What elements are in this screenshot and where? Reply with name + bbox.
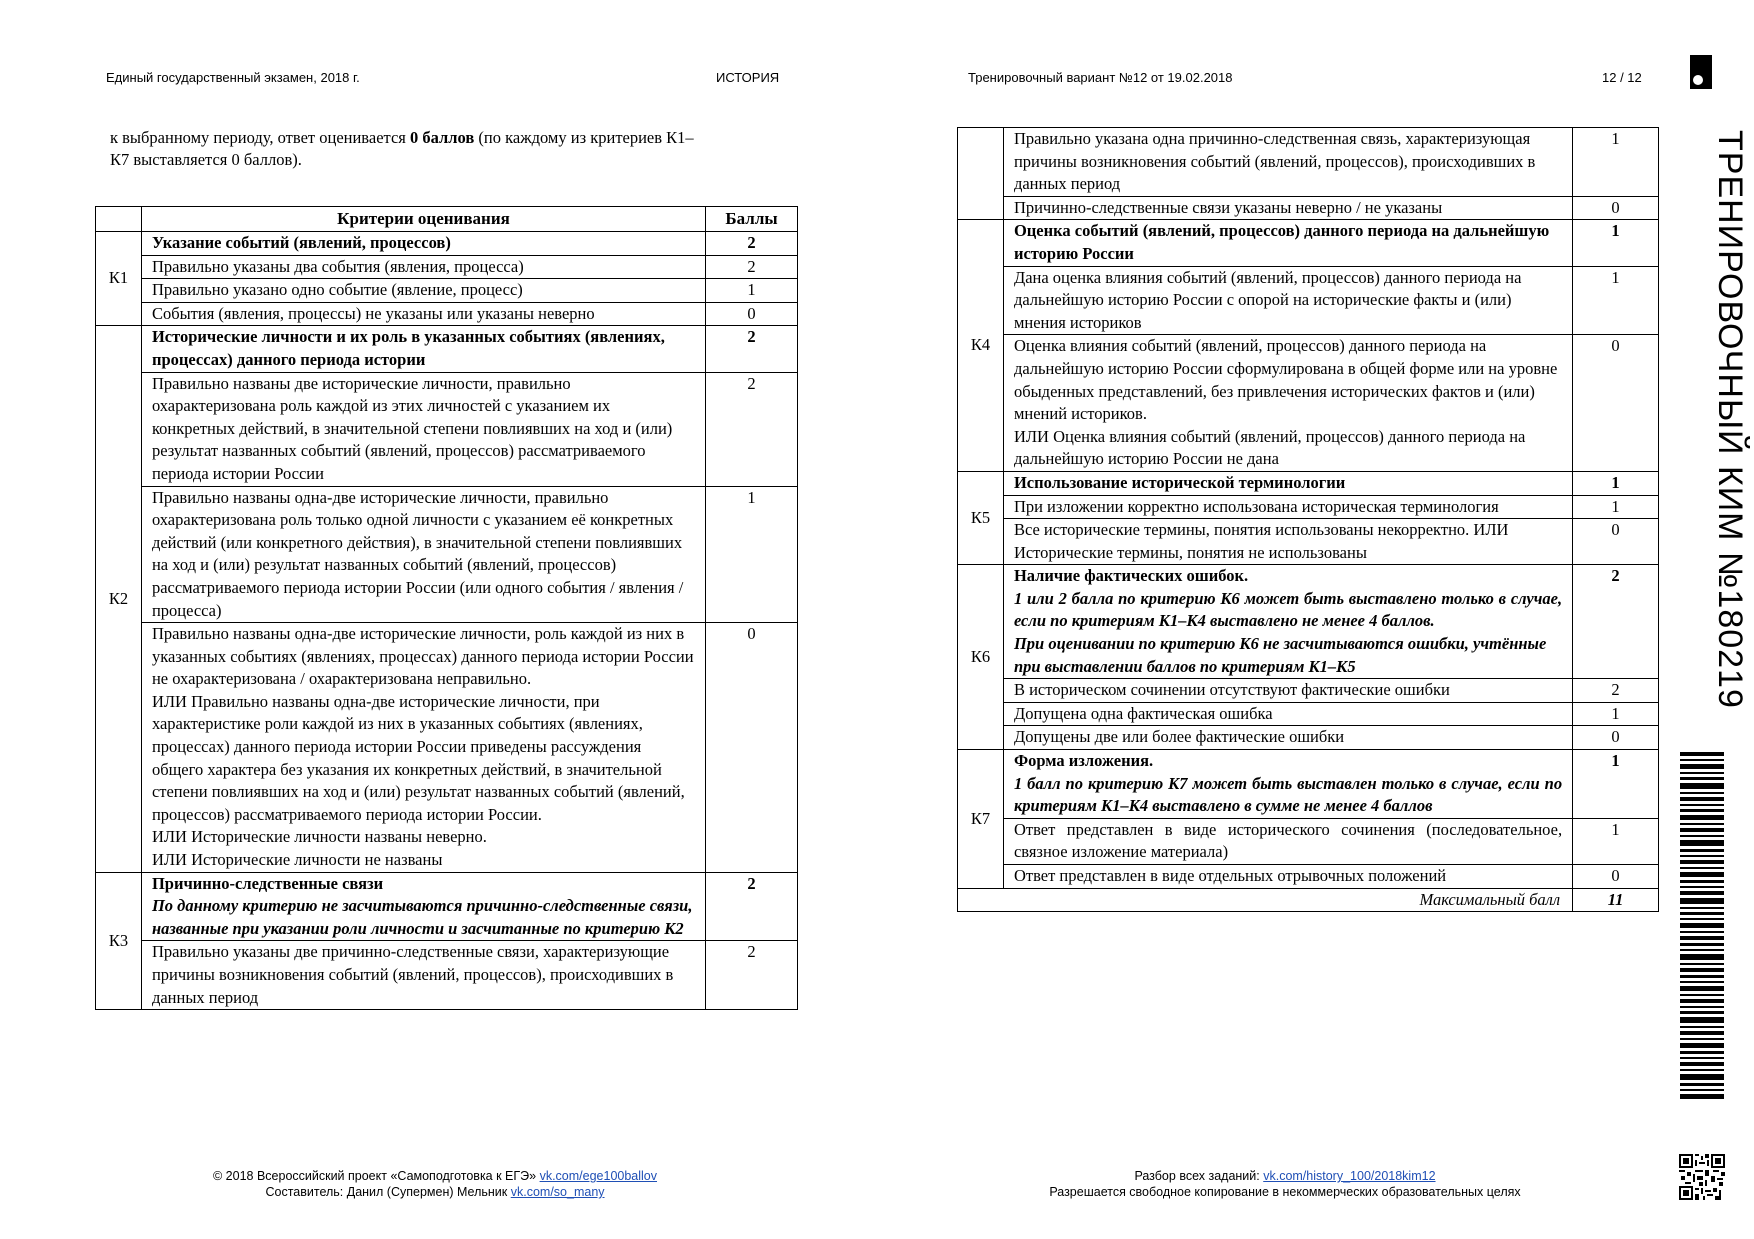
row-points: 1: [706, 486, 798, 623]
footer-link-author[interactable]: vk.com/so_many: [510, 1185, 605, 1199]
col-criteria-header: Критерии оценивания: [141, 207, 705, 232]
criterion-row: Правильно названы одна-две исторические личности, правильно охарактеризована роль только одной личности с указанием её конкретных действий (или конкретного действия), в значительной степени повлиявших на ход и (или) результат названных событий (явлений, процессов) рассматриваемого периода истории России (или одного события / явления / процесса): [141, 486, 705, 623]
vertical-title: ТРЕНИРОВОЧНЫЙ КИМ №180219: [1711, 130, 1749, 709]
intro-paragraph: [110, 127, 700, 171]
row-points: 2: [1573, 679, 1659, 703]
footer-link-analysis[interactable]: vk.com/history_100/2018kim12: [1263, 1169, 1436, 1183]
criterion-code: К3: [96, 872, 142, 1010]
criterion-row: Правильно указана одна причинно-следственная связь, характеризующая причины возникновения событий (явлений, процессов), происходивших в данных период: [1003, 128, 1572, 197]
intro-text-after: (по каждому из критериев К1–К7 выставляется 0 баллов).: [110, 128, 694, 169]
row-points: 0: [706, 623, 798, 873]
row-points: 1: [1573, 128, 1659, 197]
criterion-title: Причинно-следственные связи: [151, 873, 384, 893]
row-line: ИЛИ Оценка влияния событий (явлений, процессов) данного периода на дальнейшую историю России не дана: [1013, 426, 1526, 469]
row-points: 2: [706, 941, 798, 1010]
row-points: 0: [1573, 335, 1659, 472]
footer-text: © 2018 Всероссийский проект «Самоподготовка к ЕГЭ»: [212, 1169, 540, 1183]
criterion-row: Правильно названы две исторические личности, правильно охарактеризована роль каждой из этих личностей с указанием их конкретных действий, в значительной степени повлиявших на ход и (или) результат названных событий (явлений, процессов) рассматриваемого периода истории России: [141, 372, 705, 486]
criterion-note: 1 балл по критерию К7 может быть выставлен только в случае, если по критериям К1–К4 выставлено в сумме не менее 4 баллов: [1013, 773, 1563, 816]
row-points: 0: [1573, 726, 1659, 750]
criterion-max-points: 1: [1573, 750, 1659, 819]
header-empty: [96, 207, 142, 232]
criterion-title: Указание событий (явлений, процессов): [141, 232, 705, 256]
criterion-code-continued: [958, 128, 1004, 220]
criterion-row: Все исторические термины, понятия использованы некорректно. ИЛИ Исторические термины, понятия не использованы: [1003, 519, 1572, 565]
row-line: Правильно названы одна-две исторические личности, роль каждой из них в указанных событиях (явлениях, процессах) данного периода истории России не охарактеризована / охарактеризована неправильно.: [151, 624, 694, 689]
criterion-row: События (явления, процессы) не указаны или указаны неверно: [141, 302, 705, 326]
row-points: 1: [706, 279, 798, 303]
header-variant: Тренировочный вариант №12 от 19.02.2018: [968, 70, 1233, 85]
criterion-code: К2: [96, 326, 142, 872]
row-points: 0: [706, 302, 798, 326]
row-points: 0: [1573, 865, 1659, 889]
criterion-code: К5: [958, 471, 1004, 564]
criterion-code: К6: [958, 565, 1004, 750]
criterion-note: 1 или 2 балла по критерию К6 может быть выставлено только в случае, если по критериям К1–К4 выставлено не менее 4 баллов.: [1013, 588, 1563, 631]
footer-text: Разбор всех заданий:: [1134, 1169, 1264, 1183]
criterion-code: К1: [96, 232, 142, 326]
criterion-row: [1003, 335, 1572, 472]
criterion-title: Оценка событий (явлений, процессов) данного периода на дальнейшую историю России: [1003, 220, 1572, 266]
criterion-note: По данному критерию не засчитываются причинно-следственные связи, названные при указании роли личности и засчитанные по критерию К2: [151, 896, 693, 938]
criterion-max-points: 2: [706, 872, 798, 941]
barcode-icon: [1680, 752, 1724, 1102]
intro-bold: 0 баллов: [409, 128, 475, 147]
header-subject: ИСТОРИЯ: [716, 70, 780, 85]
criterion-row: При изложении корректно использована историческая терминология: [1003, 495, 1572, 519]
intro-text-before: к выбранному периоду, ответ оценивается: [110, 128, 410, 147]
criterion-row: Дана оценка влияния событий (явлений, процессов) данного периода на дальнейшую историю России с опорой на исторические факты и (или) мнения историков: [1003, 266, 1572, 335]
criterion-title: Форма изложения.: [1013, 751, 1154, 771]
footer-link-ege100[interactable]: vk.com/ege100ballov: [539, 1169, 658, 1183]
corner-mark-icon: [1690, 55, 1712, 89]
criterion-row: Правильно указаны два события (явления, процесса): [141, 255, 705, 279]
row-line: ИЛИ Исторические личности не названы: [151, 850, 443, 870]
row-line: ИЛИ Исторические личности названы неверно.: [151, 827, 487, 847]
footer-line: [150, 1168, 720, 1184]
col-points-header: Баллы: [706, 207, 798, 232]
footer-line: Разрешается свободное копирование в некоммерческих образовательных целях: [1049, 1185, 1521, 1199]
criterion-row: Допущены две или более фактические ошибки: [1003, 726, 1572, 750]
footer-line: [150, 1184, 720, 1200]
criterion-max-points: 2: [706, 232, 798, 256]
criterion-title: Наличие фактических ошибок.: [1013, 566, 1249, 586]
criterion-row: Правильно указано одно событие (явление, процесс): [141, 279, 705, 303]
criteria-table-left: [95, 206, 798, 1010]
criterion-row: [141, 623, 705, 873]
qr-code-icon[interactable]: [1679, 1154, 1725, 1200]
footer-right: [1000, 1168, 1570, 1200]
row-points: 1: [1573, 818, 1659, 864]
header-exam: Единый государственный экзамен, 2018 г.: [106, 70, 360, 85]
criterion-title: Исторические личности и их роль в указанных событиях (явлениях, процессах) данного периода истории: [141, 326, 705, 372]
criterion-title-cell: [141, 872, 705, 941]
criterion-max-points: 2: [706, 326, 798, 372]
criterion-title-cell: [1003, 565, 1572, 679]
criterion-row: Допущена одна фактическая ошибка: [1003, 702, 1572, 726]
row-line: Оценка влияния событий (явлений, процессов) данного периода на дальнейшую историю России сформулирована в общей форме или на уровне обыденных представлений, без привлечения исторических фактов и (или) мнений историков.: [1013, 336, 1558, 424]
criterion-title: Использование исторической терминологии: [1003, 471, 1572, 495]
footer-left: [150, 1168, 720, 1200]
criterion-max-points: 1: [1573, 471, 1659, 495]
criterion-code: К7: [958, 750, 1004, 889]
page-number: 12 / 12: [1602, 70, 1642, 85]
criterion-row: Ответ представлен в виде исторического сочинения (последовательное, связное изложение материала): [1003, 818, 1572, 864]
criterion-row: В историческом сочинении отсутствуют фактические ошибки: [1003, 679, 1572, 703]
max-score-label: Максимальный балл: [958, 888, 1573, 912]
row-points: 2: [706, 255, 798, 279]
max-score-value: 11: [1573, 888, 1659, 912]
row-line: ИЛИ Правильно названы одна-две исторические личности, при характеристике роли каждой из них в указанных событиях (явлениях, процессах) данного периода истории России приведены рассуждения общего характера без указания их конкретных действий, в значительной степени повлиявших на ход и (или) результат названных событий (явлений, процессов) рассматриваемого периода истории России.: [151, 691, 685, 824]
criterion-note: При оценивании по критерию К6 не засчитываются ошибки, учтённые при выставлении баллов по критериям К1–К5: [1013, 634, 1547, 676]
footer-line: [1000, 1168, 1570, 1184]
footer-text: Составитель: Данил (Супермен) Мельник: [265, 1185, 511, 1199]
row-points: 2: [706, 372, 798, 486]
row-points: 0: [1573, 519, 1659, 565]
criterion-title-cell: [1003, 750, 1572, 819]
row-points: 1: [1573, 702, 1659, 726]
criterion-row: Причинно-следственные связи указаны неверно / не указаны: [1003, 196, 1572, 220]
row-points: 0: [1573, 196, 1659, 220]
criterion-row: Правильно указаны две причинно-следственные связи, характеризующие причины возникновения событий (явлений, процессов), происходивших в данных период: [141, 941, 705, 1010]
criterion-row: Ответ представлен в виде отдельных отрывочных положений: [1003, 865, 1572, 889]
criterion-max-points: 2: [1573, 565, 1659, 679]
row-points: 1: [1573, 266, 1659, 335]
criterion-max-points: 1: [1573, 220, 1659, 266]
criterion-code: К4: [958, 220, 1004, 472]
row-points: 1: [1573, 495, 1659, 519]
criteria-table-right: [957, 127, 1659, 912]
